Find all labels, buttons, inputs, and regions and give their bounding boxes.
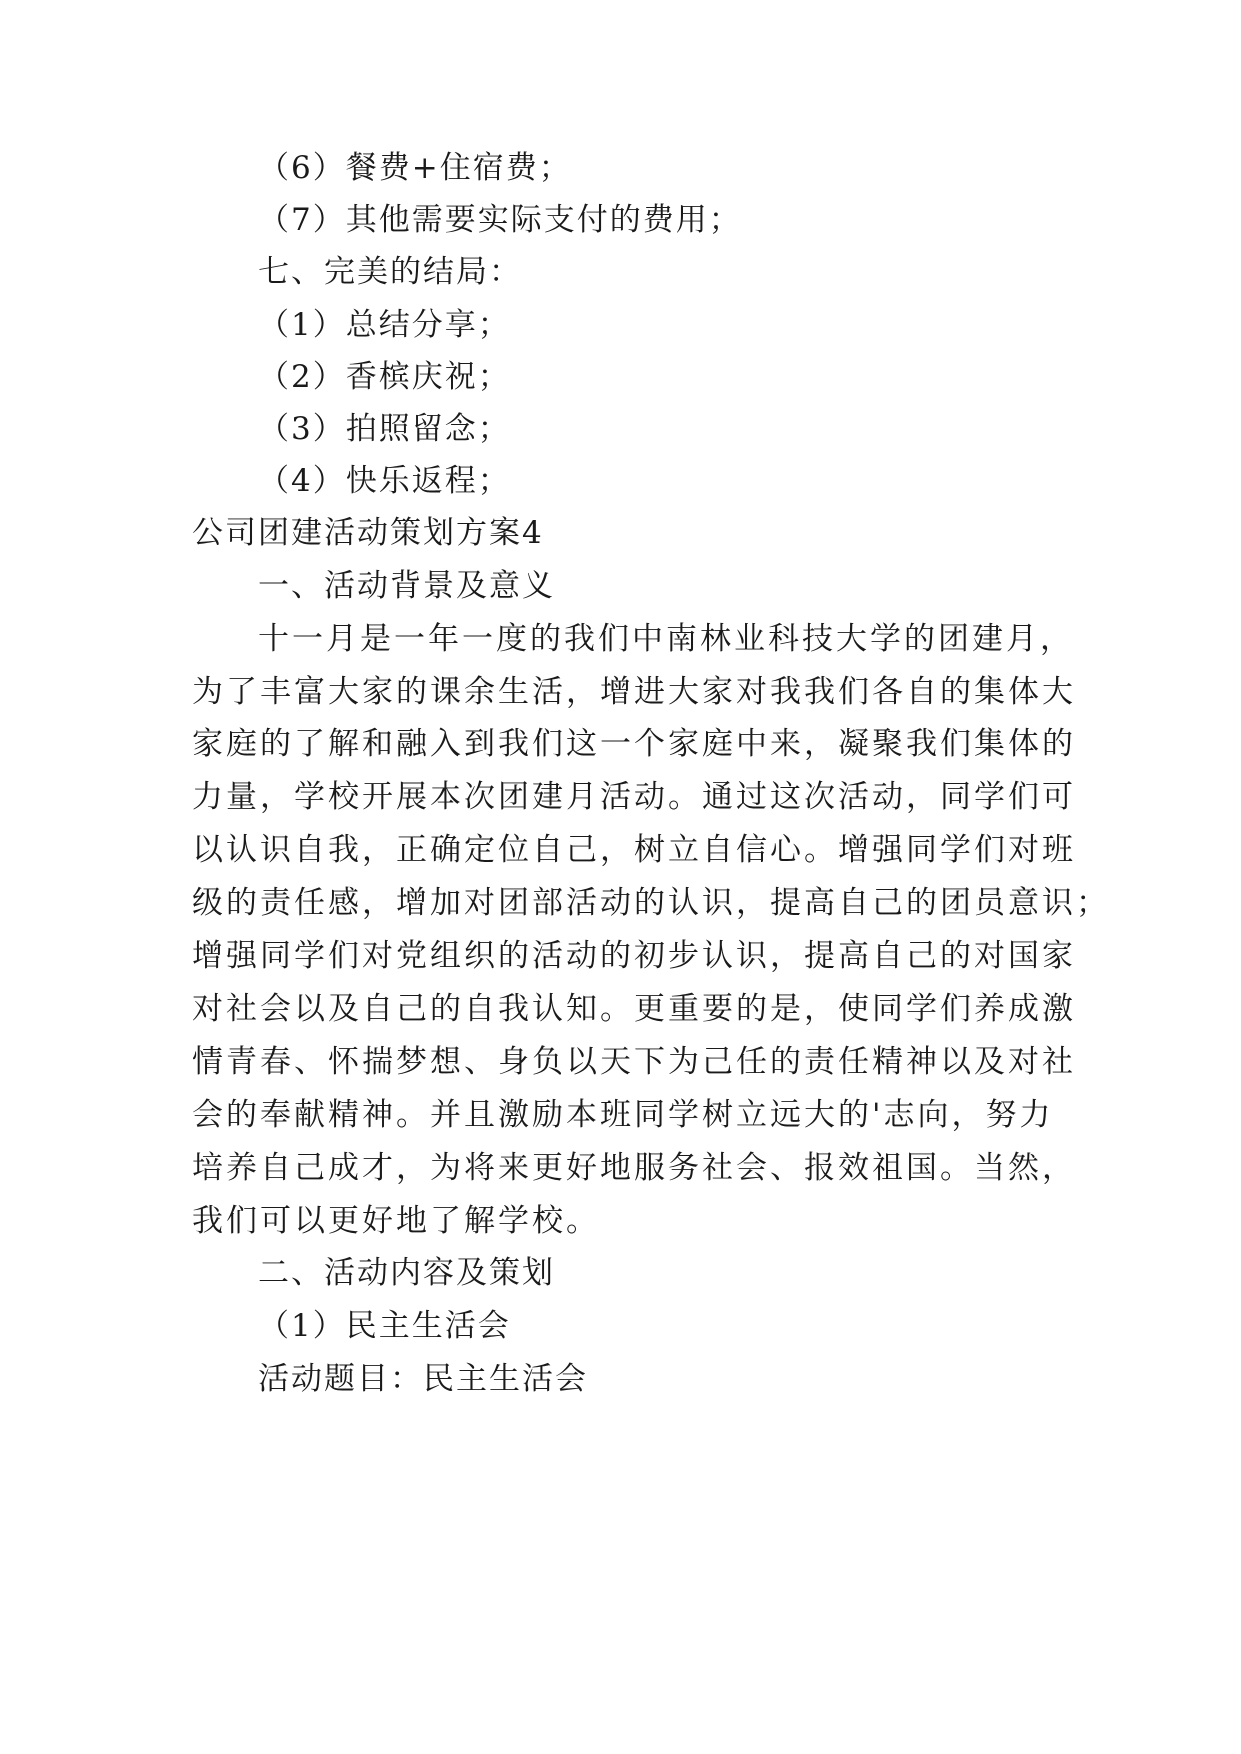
section-heading: 二、活动内容及策划 — [258, 1255, 555, 1291]
paragraph-line: 我们可以更好地了解学校。 — [192, 1203, 600, 1239]
paragraph-line: 十一月是一年一度的我们中南林业科技大学的团建月， — [258, 621, 1074, 657]
activity-topic: 活动题目：民主生活会 — [258, 1361, 588, 1397]
paragraph-line: 对社会以及自己的自我认知。更重要的是，使同学们养成激 — [192, 991, 1076, 1027]
list-item: （2）香槟庆祝； — [258, 359, 511, 395]
list-item: （4）快乐返程； — [258, 463, 511, 499]
paragraph-line: 增强同学们对党组织的活动的初步认识，提高自己的对国家 — [192, 938, 1076, 974]
list-item: （6）餐费+住宿费； — [258, 150, 572, 186]
paragraph-line: 级的责任感，增加对团部活动的认识，提高自己的团员意识； — [192, 885, 1110, 921]
section-heading: 一、活动背景及意义 — [258, 568, 555, 604]
list-item: （1）总结分享； — [258, 307, 511, 343]
paragraph-line: 以认识自我，正确定位自己，树立自信心。增强同学们对班 — [192, 832, 1076, 868]
list-item: （7）其他需要实际支付的费用； — [258, 202, 742, 238]
paragraph-line: 培养自己成才，为将来更好地服务社会、报效祖国。当然， — [192, 1150, 1076, 1186]
list-item: （3）拍照留念； — [258, 411, 511, 447]
plan-title: 公司团建活动策划方案4 — [192, 515, 544, 551]
paragraph-line: 力量，学校开展本次团建月活动。通过这次活动，同学们可 — [192, 779, 1076, 815]
paragraph-line: 情青春、怀揣梦想、身负以天下为己任的责任精神以及对社 — [192, 1044, 1076, 1080]
paragraph-line: 为了丰富大家的课余生活，增进大家对我我们各自的集体大 — [192, 674, 1076, 710]
paragraph-line: 会的奉献精神。并且激励本班同学树立远大的'志向，努力 — [192, 1097, 1054, 1133]
paragraph-line: 家庭的了解和融入到我们这一个家庭中来，凝聚我们集体的 — [192, 726, 1076, 762]
section-heading: 七、完美的结局： — [258, 254, 522, 290]
list-item: （1）民主生活会 — [258, 1308, 511, 1344]
